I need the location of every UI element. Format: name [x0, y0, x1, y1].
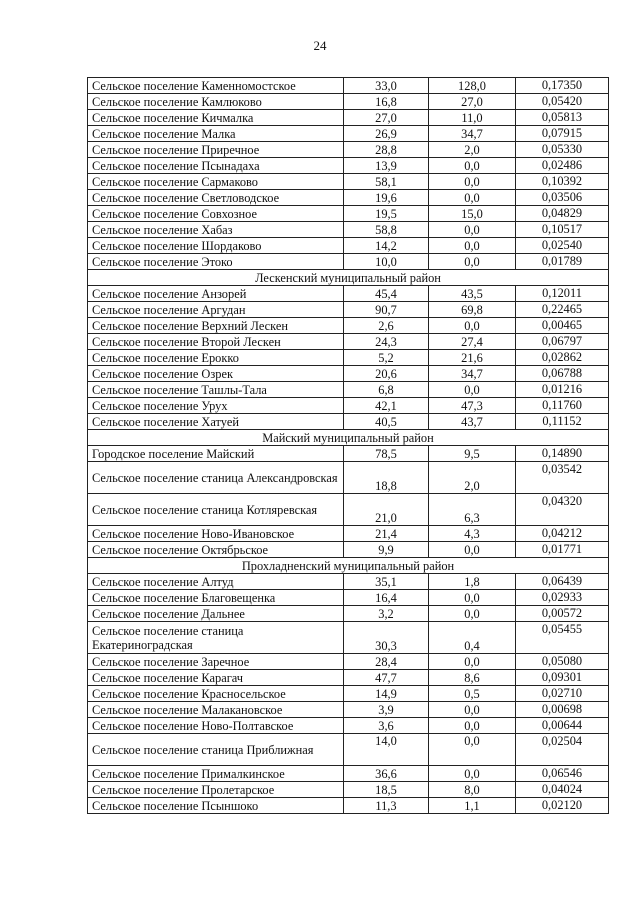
settlement-name: Сельское поселение Хатуей [88, 414, 344, 430]
value-2: 0,0 [429, 654, 516, 670]
coefficient: 0,10392 [516, 174, 609, 190]
coefficient: 0,05330 [516, 142, 609, 158]
table-row [88, 494, 609, 526]
value-1: 16,4 [344, 590, 429, 606]
value-1: 18,5 [344, 782, 429, 798]
table-row [88, 798, 609, 814]
settlement-name: Сельское поселение Малка [88, 126, 344, 142]
settlement-name: Сельское поселение Озрек [88, 366, 344, 382]
value-1: 18,8 [344, 462, 429, 494]
coefficient: 0,00698 [516, 702, 609, 718]
district-header-row [88, 430, 609, 446]
table-row [88, 606, 609, 622]
settlement-name: Сельское поселение станица Приближная [88, 734, 344, 766]
district-name: Прохладненский муниципальный район [88, 558, 609, 574]
table-row [88, 334, 609, 350]
coefficient: 0,06788 [516, 366, 609, 382]
value-1: 10,0 [344, 254, 429, 270]
table-row [88, 622, 609, 654]
settlement-name: Сельское поселение Дальнее [88, 606, 344, 622]
district-header-row [88, 558, 609, 574]
value-1: 30,3 [344, 622, 429, 654]
settlement-name: Сельское поселение Урух [88, 398, 344, 414]
value-2: 0,0 [429, 174, 516, 190]
settlement-name: Сельское поселение Верхний Лескен [88, 318, 344, 334]
value-2: 9,5 [429, 446, 516, 462]
value-1: 26,9 [344, 126, 429, 142]
value-2: 8,6 [429, 670, 516, 686]
settlement-name: Сельское поселение Прималкинское [88, 766, 344, 782]
coefficient: 0,01789 [516, 254, 609, 270]
value-1: 47,7 [344, 670, 429, 686]
value-2: 128,0 [429, 78, 516, 94]
coefficient: 0,03506 [516, 190, 609, 206]
value-1: 90,7 [344, 302, 429, 318]
value-1: 5,2 [344, 350, 429, 366]
settlements-table [87, 77, 609, 814]
value-2: 2,0 [429, 462, 516, 494]
settlement-name: Сельское поселение Светловодское [88, 190, 344, 206]
settlement-name: Городское поселение Майский [88, 446, 344, 462]
coefficient: 0,04320 [516, 494, 609, 526]
settlement-name: Сельское поселение Пролетарское [88, 782, 344, 798]
table-row [88, 302, 609, 318]
settlement-name: Сельское поселение Ташлы-Тала [88, 382, 344, 398]
value-2: 0,0 [429, 542, 516, 558]
table-row [88, 398, 609, 414]
coefficient: 0,11152 [516, 414, 609, 430]
coefficient: 0,02504 [516, 734, 609, 766]
settlement-name: Сельское поселение Заречное [88, 654, 344, 670]
table-row [88, 174, 609, 190]
table-row [88, 366, 609, 382]
settlement-name: Сельское поселение Этоко [88, 254, 344, 270]
coefficient: 0,06797 [516, 334, 609, 350]
value-2: 0,0 [429, 158, 516, 174]
value-1: 19,5 [344, 206, 429, 222]
value-1: 21,4 [344, 526, 429, 542]
table-row [88, 222, 609, 238]
value-2: 6,3 [429, 494, 516, 526]
coefficient: 0,02120 [516, 798, 609, 814]
value-2: 27,4 [429, 334, 516, 350]
settlement-name: Сельское поселение Ерокко [88, 350, 344, 366]
value-1: 78,5 [344, 446, 429, 462]
settlement-name: Сельское поселение станица Екатериноградская [88, 622, 344, 654]
settlement-name: Сельское поселение Кичмалка [88, 110, 344, 126]
settlement-name: Сельское поселение Камлюково [88, 94, 344, 110]
value-2: 15,0 [429, 206, 516, 222]
settlement-name: Сельское поселение Красносельское [88, 686, 344, 702]
value-1: 24,3 [344, 334, 429, 350]
value-2: 1,8 [429, 574, 516, 590]
table-row [88, 766, 609, 782]
coefficient: 0,02862 [516, 350, 609, 366]
coefficient: 0,11760 [516, 398, 609, 414]
coefficient: 0,07915 [516, 126, 609, 142]
coefficient: 0,04829 [516, 206, 609, 222]
settlement-name: Сельское поселение Псынадаха [88, 158, 344, 174]
value-1: 3,2 [344, 606, 429, 622]
settlement-name: Сельское поселение Октябрьское [88, 542, 344, 558]
value-2: 4,3 [429, 526, 516, 542]
value-1: 13,9 [344, 158, 429, 174]
coefficient: 0,06546 [516, 766, 609, 782]
table-row [88, 78, 609, 94]
coefficient: 0,01216 [516, 382, 609, 398]
coefficient: 0,00572 [516, 606, 609, 622]
table-row [88, 110, 609, 126]
coefficient: 0,14890 [516, 446, 609, 462]
value-2: 0,0 [429, 590, 516, 606]
coefficient: 0,05455 [516, 622, 609, 654]
coefficient: 0,01771 [516, 542, 609, 558]
settlement-name: Сельское поселение Анзорей [88, 286, 344, 302]
value-2: 0,0 [429, 766, 516, 782]
settlement-name: Сельское поселение Приречное [88, 142, 344, 158]
coefficient: 0,10517 [516, 222, 609, 238]
settlement-name: Сельское поселение Совхозное [88, 206, 344, 222]
value-2: 0,0 [429, 606, 516, 622]
settlement-name: Сельское поселение Каменномостское [88, 78, 344, 94]
value-1: 14,2 [344, 238, 429, 254]
table-row [88, 734, 609, 766]
table-row [88, 190, 609, 206]
value-1: 45,4 [344, 286, 429, 302]
coefficient: 0,09301 [516, 670, 609, 686]
settlement-name: Сельское поселение Ново-Полтавское [88, 718, 344, 734]
value-2: 0,0 [429, 718, 516, 734]
value-2: 11,0 [429, 110, 516, 126]
value-1: 19,6 [344, 190, 429, 206]
table-row [88, 462, 609, 494]
value-1: 58,8 [344, 222, 429, 238]
coefficient: 0,22465 [516, 302, 609, 318]
table-row [88, 590, 609, 606]
value-2: 27,0 [429, 94, 516, 110]
table-row [88, 318, 609, 334]
table-row [88, 702, 609, 718]
value-2: 47,3 [429, 398, 516, 414]
table-row [88, 654, 609, 670]
value-2: 0,0 [429, 190, 516, 206]
value-1: 28,8 [344, 142, 429, 158]
value-1: 35,1 [344, 574, 429, 590]
value-2: 0,0 [429, 734, 516, 766]
settlement-name: Сельское поселение станица Котляревская [88, 494, 344, 526]
coefficient: 0,02933 [516, 590, 609, 606]
page-number: 24 [313, 38, 327, 53]
value-1: 40,5 [344, 414, 429, 430]
settlement-name: Сельское поселение Алтуд [88, 574, 344, 590]
value-1: 14,9 [344, 686, 429, 702]
settlement-name: Сельское поселение Сармаково [88, 174, 344, 190]
value-2: 0,0 [429, 318, 516, 334]
value-2: 0,0 [429, 382, 516, 398]
coefficient: 0,05080 [516, 654, 609, 670]
value-2: 1,1 [429, 798, 516, 814]
value-1: 16,8 [344, 94, 429, 110]
value-1: 27,0 [344, 110, 429, 126]
table-row [88, 350, 609, 366]
settlement-name: Сельское поселение Малакановское [88, 702, 344, 718]
value-2: 69,8 [429, 302, 516, 318]
table-row [88, 142, 609, 158]
value-2: 8,0 [429, 782, 516, 798]
value-1: 20,6 [344, 366, 429, 382]
table-row [88, 526, 609, 542]
coefficient: 0,04024 [516, 782, 609, 798]
table-row [88, 286, 609, 302]
value-2: 34,7 [429, 126, 516, 142]
table-row [88, 206, 609, 222]
settlement-name: Сельское поселение Аргудан [88, 302, 344, 318]
value-1: 21,0 [344, 494, 429, 526]
value-1: 33,0 [344, 78, 429, 94]
table-row [88, 686, 609, 702]
coefficient: 0,05420 [516, 94, 609, 110]
coefficient: 0,12011 [516, 286, 609, 302]
settlement-name: Сельское поселение Второй Лескен [88, 334, 344, 350]
settlement-name: Сельское поселение Хабаз [88, 222, 344, 238]
settlement-name: Сельское поселение станица Александровская [88, 462, 344, 494]
value-2: 0,4 [429, 622, 516, 654]
table-row [88, 94, 609, 110]
value-2: 0,0 [429, 254, 516, 270]
district-header-row [88, 270, 609, 286]
coefficient: 0,00465 [516, 318, 609, 334]
table-row [88, 126, 609, 142]
coefficient: 0,00644 [516, 718, 609, 734]
value-1: 36,6 [344, 766, 429, 782]
settlement-name: Сельское поселение Псыншоко [88, 798, 344, 814]
coefficient: 0,02486 [516, 158, 609, 174]
value-2: 0,0 [429, 222, 516, 238]
coefficient: 0,02540 [516, 238, 609, 254]
coefficient: 0,06439 [516, 574, 609, 590]
value-1: 58,1 [344, 174, 429, 190]
table-row [88, 254, 609, 270]
district-name: Майский муниципальный район [88, 430, 609, 446]
coefficient: 0,17350 [516, 78, 609, 94]
table-row [88, 446, 609, 462]
value-1: 28,4 [344, 654, 429, 670]
value-2: 2,0 [429, 142, 516, 158]
value-1: 3,6 [344, 718, 429, 734]
value-1: 3,9 [344, 702, 429, 718]
value-2: 34,7 [429, 366, 516, 382]
table-row [88, 238, 609, 254]
settlement-name: Сельское поселение Благовещенка [88, 590, 344, 606]
value-2: 21,6 [429, 350, 516, 366]
value-1: 6,8 [344, 382, 429, 398]
table-row [88, 574, 609, 590]
table-row [88, 158, 609, 174]
value-2: 43,5 [429, 286, 516, 302]
table-row [88, 670, 609, 686]
settlement-name: Сельское поселение Шордаково [88, 238, 344, 254]
value-1: 42,1 [344, 398, 429, 414]
coefficient: 0,05813 [516, 110, 609, 126]
value-2: 0,0 [429, 702, 516, 718]
coefficient: 0,04212 [516, 526, 609, 542]
settlement-name: Сельское поселение Карагач [88, 670, 344, 686]
table-row [88, 382, 609, 398]
settlement-name: Сельское поселение Ново-Ивановское [88, 526, 344, 542]
value-1: 9,9 [344, 542, 429, 558]
value-1: 2,6 [344, 318, 429, 334]
district-name: Лескенский муниципальный район [88, 270, 609, 286]
value-1: 14,0 [344, 734, 429, 766]
table-row [88, 782, 609, 798]
table-row [88, 542, 609, 558]
coefficient: 0,03542 [516, 462, 609, 494]
table-row [88, 718, 609, 734]
value-2: 43,7 [429, 414, 516, 430]
table-row [88, 414, 609, 430]
value-1: 11,3 [344, 798, 429, 814]
value-2: 0,5 [429, 686, 516, 702]
coefficient: 0,02710 [516, 686, 609, 702]
value-2: 0,0 [429, 238, 516, 254]
